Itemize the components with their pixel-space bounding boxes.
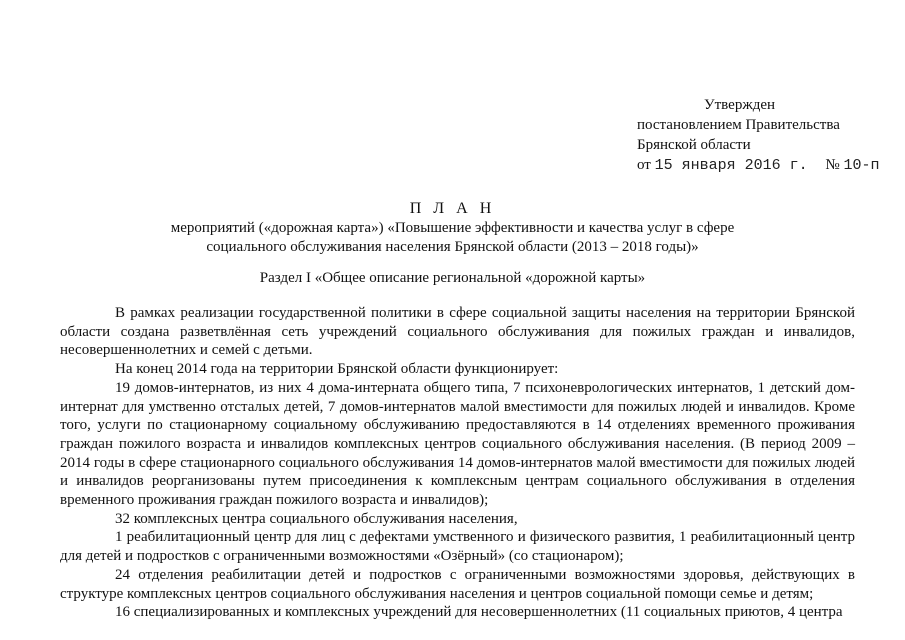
document-subtitle — [0, 219, 905, 257]
approval-number-prefix: № — [825, 157, 840, 173]
paragraph: 24 отделения реабилитации детей и подростков с ограниченными возможностями здоровья, действующих в структуре комплексных центров социального обслуживания населения и центров социальной помощи семье и детям; — [60, 566, 855, 602]
approval-line-approved: Утвержден — [704, 97, 776, 113]
document-title: П Л А Н — [409, 200, 496, 217]
approval-date-prefix: от — [637, 157, 651, 173]
approval-date-line — [637, 155, 879, 176]
subtitle-line-2: социального обслуживания населения Брянской области (2013 – 2018 годы)» — [206, 239, 699, 255]
paragraph: 16 специализированных и комплексных учреждений для несовершеннолетних (11 социальных приютов, 4 центра — [115, 604, 843, 621]
paragraph: 19 домов-интернатов, из них 4 дома-интерната общего типа, 7 психоневрологических интернатов, 1 детский дом-интернат для умственно отсталых детей, 7 домов-интернатов малой вместимости для пожилых людей и инвалидов. Кроме того, услуги по стационарному социальному обслуживанию предоставляются в 14 отделениях временного проживания граждан пожилого возраста и инвалидов комплексных центров социального обслуживания населения. (В период 2009 – 2014 годы в сфере стационарного социального обслуживания 14 домов-интернатов малой вместимости для пожилых людей и инвалидов реорганизованы путем присоединения к комплексным центрам социального обслуживания в отделения временного проживания граждан пожилого возраста и инвалидов); — [60, 379, 855, 509]
approval-line-decree: постановлением Правительства — [637, 117, 840, 133]
paragraph: В рамках реализации государственной политики в сфере социальной защиты населения на территории Брянской области создана разветвлённая сеть учреждений социального обслуживания для пожилых граждан и инвалидов, несовершеннолетних и семей с детьми. — [60, 305, 855, 359]
paragraph: 32 комплексных центра социального обслуживания населения, — [115, 510, 518, 527]
paragraph: На конец 2014 года на территории Брянской области функционирует: — [115, 361, 559, 378]
section-title: Раздел I «Общее описание региональной «дорожной карты» — [259, 270, 646, 286]
paragraph: 1 реабилитационный центр для лиц с дефектами умственного и физического развития, 1 реабилитационный центр для детей и подростков с ограниченными возможностями «Озёрный» (со стационаром); — [60, 529, 855, 565]
approval-number-value: 10-п — [843, 157, 880, 174]
document-body — [60, 304, 855, 622]
approval-stamp — [637, 95, 879, 176]
approval-line-region: Брянской области — [637, 137, 751, 153]
subtitle-line-1: мероприятий («дорожная карта») «Повышение эффективности и качества услуг в сфере — [170, 220, 735, 236]
approval-date-value: 15 января 2016 г. — [654, 157, 808, 174]
